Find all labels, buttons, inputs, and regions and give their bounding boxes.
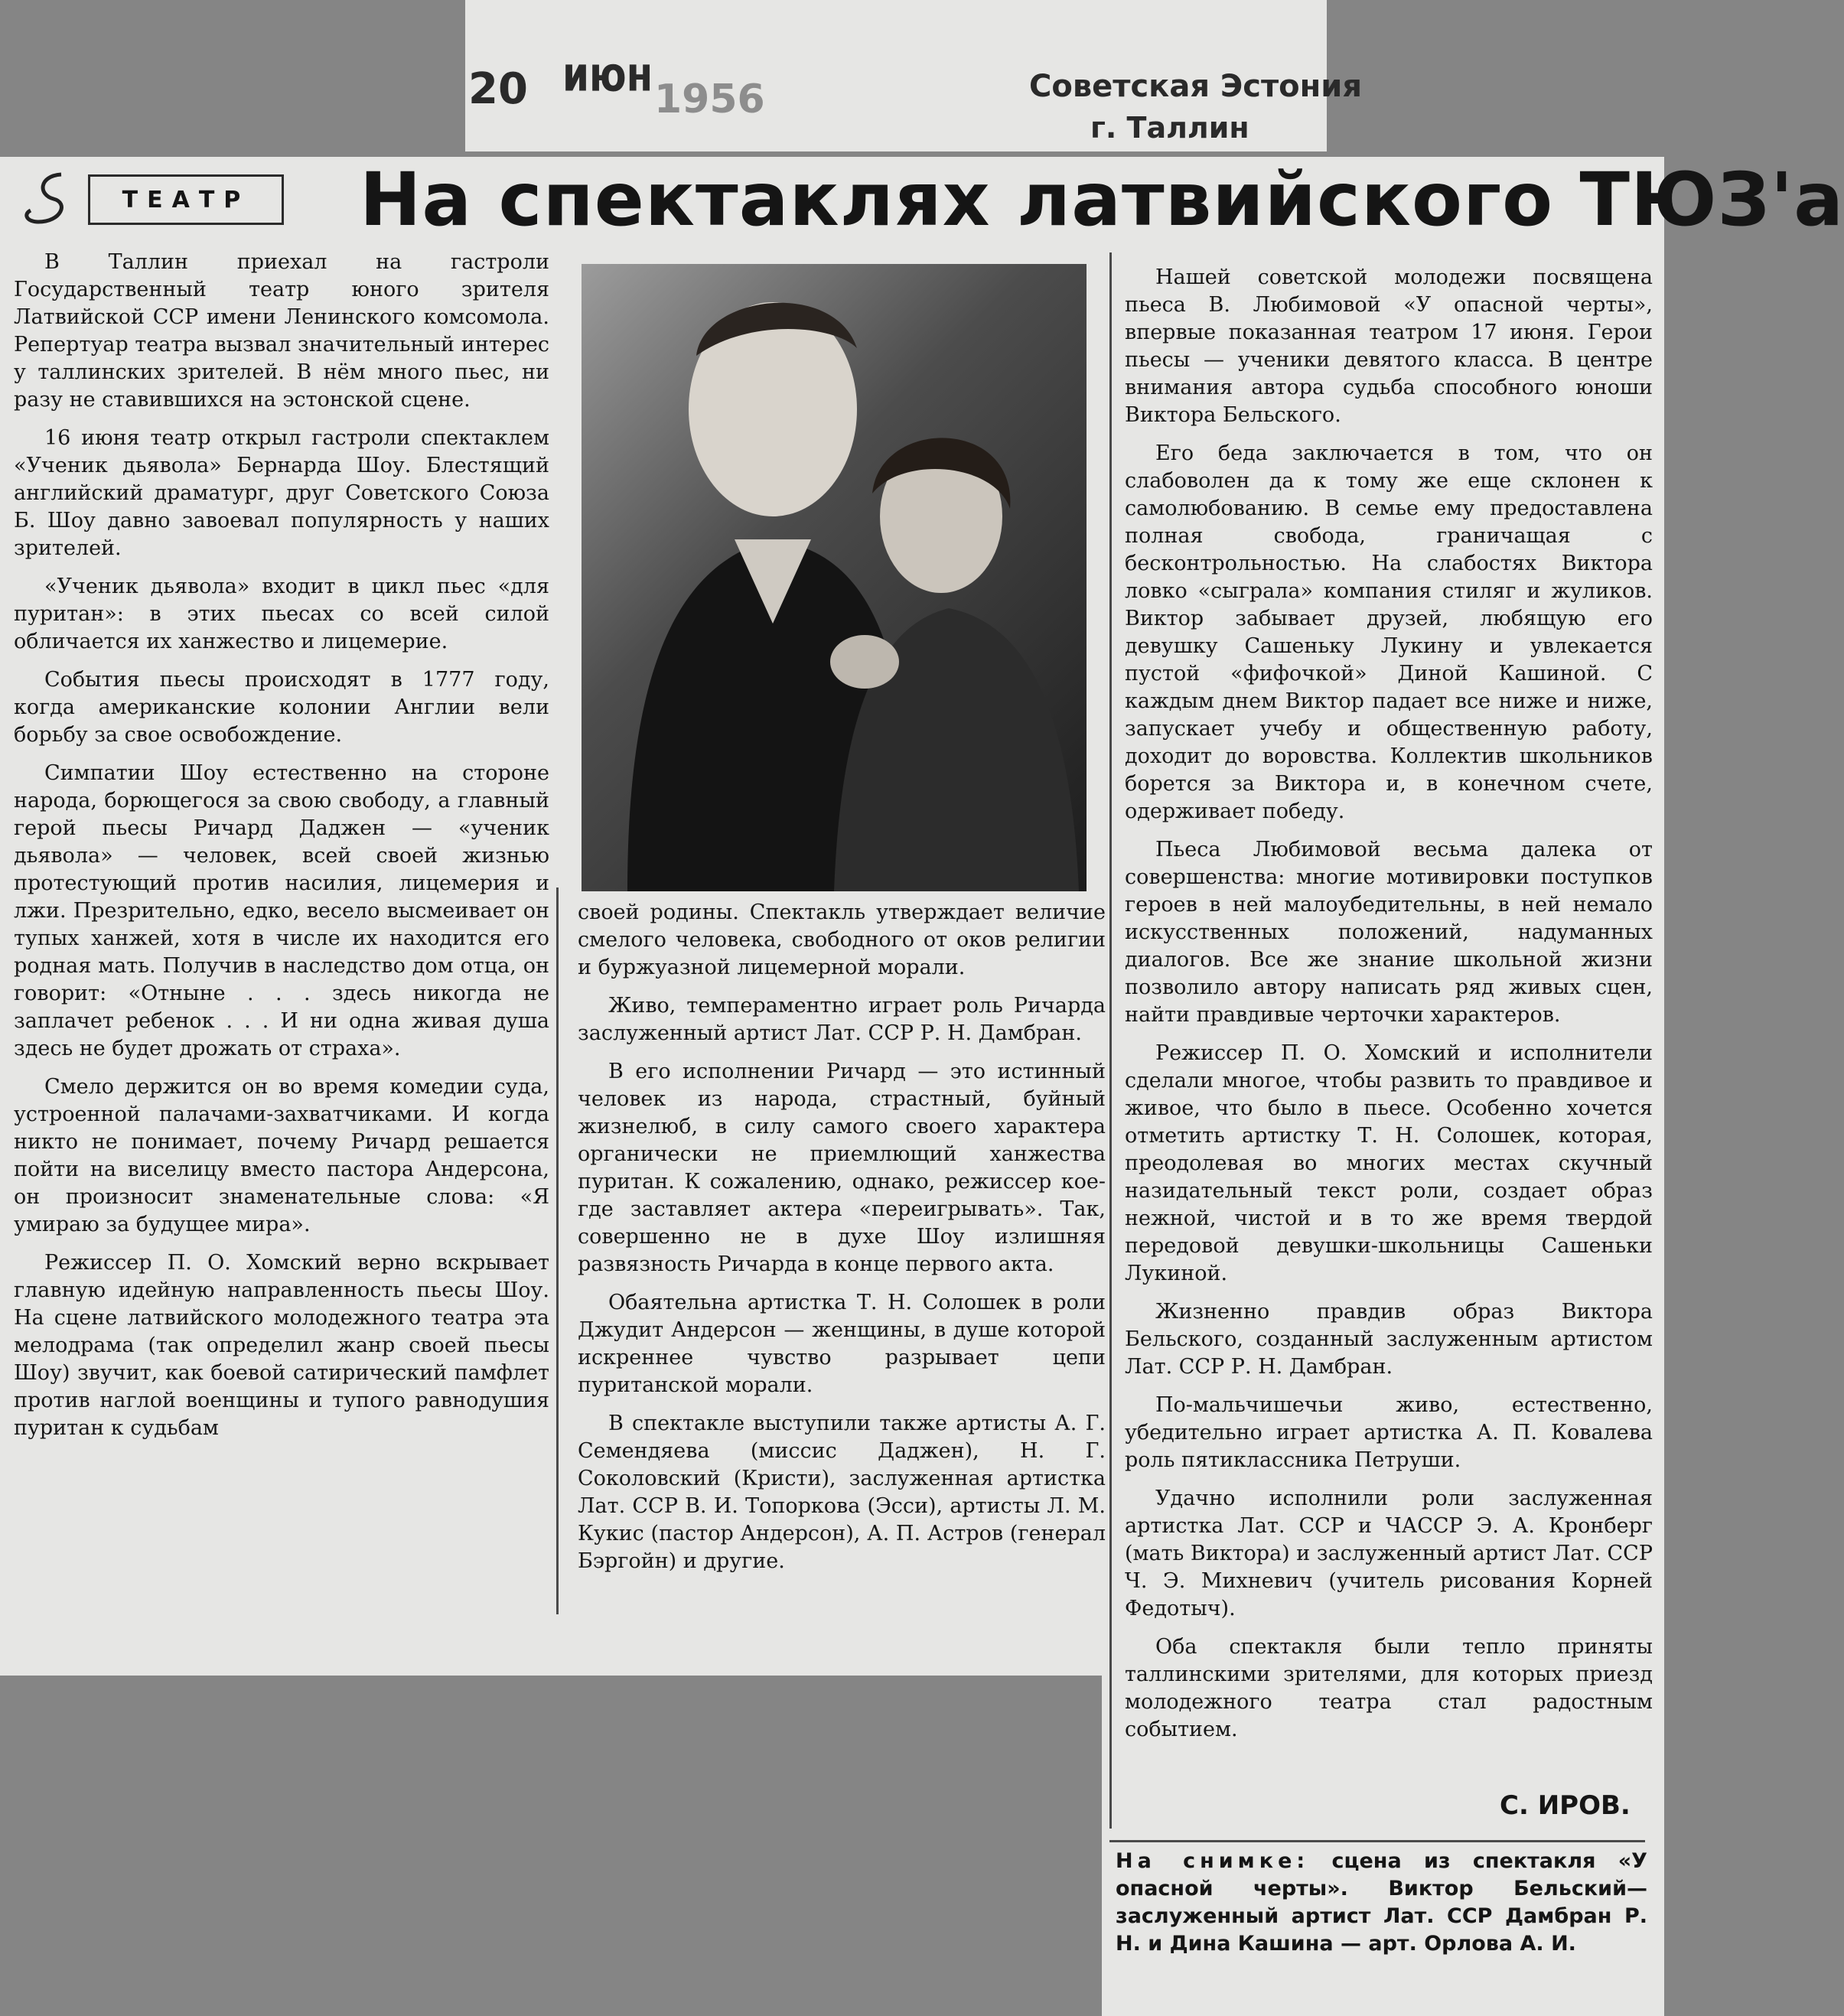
article-column-2 — [578, 899, 1106, 1586]
paragraph: Живо, темпераментно играет роль Ричарда заслуженный артист Лат. ССР Р. Н. Дамбран. — [578, 994, 1106, 1045]
paragraph: Пьеса Любимовой весьма далека от совершенства: многие мотивировки поступков героев в ней малоубедительны, в ней немало искусственных положений, надуманных диалогов. Все же знание школьной жизни позволило автору написать ряд живых сцен, найти правдивые черточки характеров. — [1125, 838, 1653, 1027]
caption-lead: На снимке: — [1116, 1849, 1310, 1873]
paragraph: В Таллин приехал на гастроли Государственный театр юного зрителя Латвийской ССР имени Ленинского комсомола. Репертуар театра вызвал значительный интерес у таллинских зрителей. В нём много пьес, ни разу не ставившихся на эстонской сцене. — [14, 250, 549, 412]
paragraph: Оба спектакля были тепло приняты таллинскими зрителями, для которых приезд молодежного театра стал радостным событием. — [1125, 1635, 1653, 1741]
scene-photo — [582, 264, 1087, 891]
paragraph: 16 июня театр открыл гастроли спектаклем «Ученик дьявола» Бернарда Шоу. Блестящий английский драматург, друг Советского Союза Б. Шоу давно завоевал популярность у наших зрителей. — [14, 426, 549, 560]
rubric-label: ТЕАТР — [88, 174, 284, 225]
article-headline: На спектаклях латвийского ТЮЗ'а — [360, 157, 1844, 243]
paragraph: Режиссер П. О. Хомский верно вскрывает главную идейную направленность пьесы Шоу. На сцене латвийского молодежного театра эта мелодрама (так определил жанр своей пьесы Шоу) звучит, как боевой сатирический памфлет против наглой военщины и тупого равнодушия пуритан к судьбам — [14, 1251, 549, 1440]
paragraph: Симпатии Шоу естественно на стороне народа, борющегося за свою свободу, а главный герой пьесы Ричард Даджен — «ученик дьявола» — человек, всей своей жизнью протестующий против насилия, лицемерия и лжи. Презрительно, едко, весело высмеивает он тупых ханжей, хотя в числе их находится его родная мать. Получив в наследство дом отца, он говорит: «Отныне . . . здесь никогда не заплачет ребенок . . . И ни одна живая душа здесь не будет дрожать от страха». — [14, 761, 549, 1060]
column-rule — [1109, 252, 1112, 1829]
stamp-newspaper-name: Советская Эстония — [1029, 69, 1362, 104]
paragraph: Смело держится он во время комедии суда, устроенной палачами-захватчиками. И когда никто не понимает, почему Ричард решается пойти на виселицу вместо пастора Андерсона, он произносит знаменательные слова: «Я умираю за будущее мира». — [14, 1075, 549, 1236]
paragraph: своей родины. Спектакль утверждает величие смелого человека, свободного от оков религии и буржуазной лицемерной морали. — [578, 901, 1106, 979]
article-column-1 — [14, 249, 549, 1453]
paragraph: Жизненно правдив образ Виктора Бельского, созданный заслуженным артистом Лат. ССР Р. Н. Дамбран. — [1125, 1300, 1653, 1379]
paragraph: Удачно исполнили роли заслуженная артистка Лат. ССР и ЧАССР Э. А. Кронберг (мать Виктора) и заслуженный артист Лат. ССР Ч. Э. Михневич (учитель рисования Корней Федотыч). — [1125, 1487, 1653, 1620]
paragraph: Его беда заключается в том, что он слабоволен да к тому же еще склонен к самолюбованию. В семье ему предоставлена полная свобода, граничащая с бесконтрольностью. На слабостях Виктора ловко «сыграла» компания стиляг и жуликов. Виктор забывает друзей, любящую его девушку Сашеньку Лукину и увлекается пустой «фифочкой» Диной Кашиной. С каждым днем Виктор падает все ниже и ниже, запускает учебу и общественную работу, доходит до воровства. Коллектив школьников борется за Виктора и, в конечном счете, одерживает победу. — [1125, 441, 1653, 823]
rubric-curl-ornament — [15, 168, 84, 237]
stamp-year: 1956 — [654, 77, 765, 122]
paragraph: События пьесы происходят в 1777 году, когда американские колонии Англии вели борьбу за свое освобождение. — [14, 668, 549, 747]
photo-caption — [1116, 1848, 1647, 1958]
caption-rule — [1109, 1840, 1645, 1842]
photo-figures-illustration — [582, 264, 1087, 891]
author-signature: С. ИРОВ. — [1500, 1790, 1631, 1821]
article-column-3 — [1125, 264, 1653, 1754]
paragraph: Обаятельна артистка Т. Н. Солошек в роли Джудит Андерсон — женщины, в душе которой искреннее чувство разрывает цепи пуританской морали. — [578, 1291, 1106, 1397]
column-rule — [556, 887, 559, 1614]
paragraph: «Ученик дьявола» входит в цикл пьес «для пуритан»: в этих пьесах со всей силой обличается их ханжество и лицемерие. — [14, 575, 549, 653]
paragraph: В спектакле выступили также артисты А. Г. Семендяева (миссис Даджен), Н. Г. Соколовский (Кристи), заслуженная артистка Лат. ССР В. И. Топоркова (Эсси), артисты Л. М. Кукис (пастор Андерсон), А. П. Астров (генерал Бэргойн) и другие. — [578, 1412, 1106, 1573]
paragraph: Нашей советской молодежи посвящена пьеса В. Любимовой «У опасной черты», впервые показанная театром 17 июня. Герои пьесы — ученики девятого класса. В центре внимания автора судьба способного юноши Виктора Бельского. — [1125, 265, 1653, 427]
stamp-day: 20 — [468, 64, 528, 114]
paragraph: По-мальчишечьи живо, естественно, убедительно играет артистка А. П. Ковалева роль пятиклассника Петруши. — [1125, 1393, 1653, 1472]
paragraph: В его исполнении Ричард — это истинный человек из народа, страстный, буйный жизнелюб, в силу самого своего характера органически не приемлющий ханжества пуритан. К сожалению, однако, режиссер кое-где заставляет актера «переигрывать». Так, совершенно не в духе Шоу излишняя развязность Ричарда в конце первого акта. — [578, 1060, 1106, 1276]
stamp-city: г. Таллин — [1090, 111, 1249, 145]
stamp-month: июн — [562, 46, 653, 103]
paragraph: Режиссер П. О. Хомский и исполнители сделали многое, чтобы развить то правдивое и живое, что было в пьесе. Особенно хочется отметить артистку Т. Н. Солошек, которая, преодолевая во многих местах скучный назидательный текст роли, создает образ нежной, чистой и в то же время твердой передовой девушки-школьницы Сашеньки Лукиной. — [1125, 1041, 1653, 1285]
caption-text: сцена из спектакля «У опасной черты». Виктор Бельский— заслуженный артист Лат. ССР Дамбран Р. Н. и Дина Кашина — арт. Орлова А. И. — [1116, 1849, 1647, 1956]
